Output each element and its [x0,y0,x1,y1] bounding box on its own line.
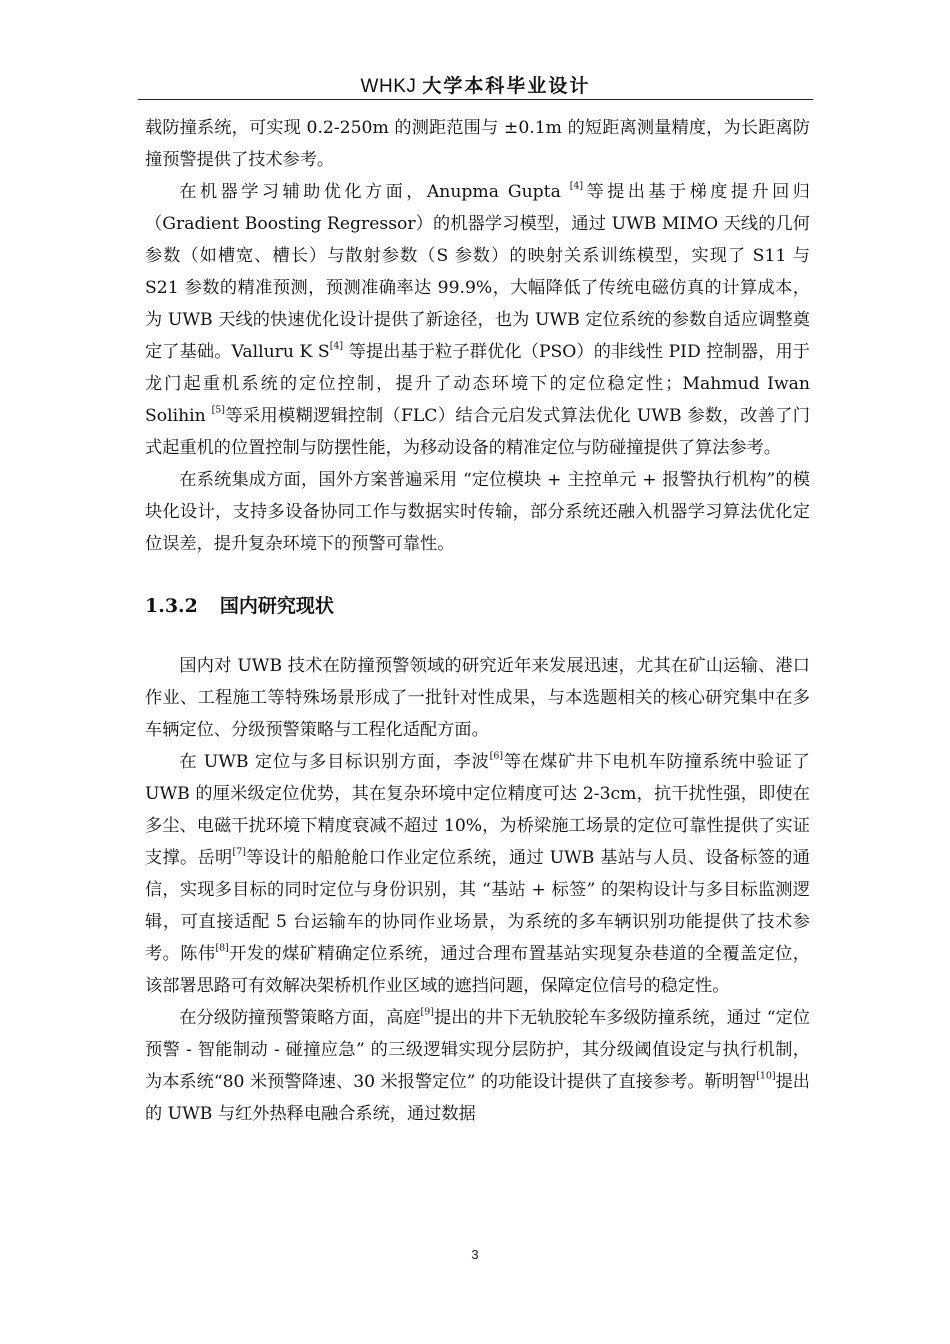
paragraph-text: 开发的煤矿精确定位系统，通过合理布置基站实现复杂巷道的全覆盖定位，该部署思路可有效解决架桥机作业区域的遮挡问题，保障定位信号的稳定性。 [145,944,810,996]
citation-marker: [8] [215,942,229,954]
section-title: 国内研究现状 [219,595,334,617]
citation-marker: [7] [232,846,246,858]
paragraphs-top [145,112,810,560]
paragraph [145,112,810,176]
paragraph [145,1002,810,1130]
paragraph-text: 提出的井下无轨胶轮车多级防撞系统，通过 “定位预警 - 智能制动 - 碰撞应急” 的三级逻辑实现分层防护，其分级阈值设定与执行机制，为本系统“80 米预警降速、30 米报警定位” 的功能设计提供了直接参考。靳明智 [145,1008,810,1092]
citation-marker: [10] [756,1070,776,1082]
section-number: 1.3.2 [145,595,198,617]
page-number: 3 [471,1247,479,1262]
paragraph-text: 等提出基于粒子群优化（PSO）的非线性 PID 控制器，用于龙门起重机系统的定位控制，提升了动态环境下的定位稳定性；Mahmud Iwan Solihin [145,342,810,426]
citation-marker: [4] [329,340,344,352]
paragraph-text: 在分级防撞预警策略方面，高庭 [179,1008,421,1028]
paragraph-text: 载防撞系统，可实现 0.2-250m 的测距范围与 ±0.1m 的短距离测量精度，为长距离防撞预警提供了技术参考。 [145,118,810,170]
header-code: WHKJ [360,76,417,97]
page-header [138,73,813,99]
paragraph-text: 等提出基于梯度提升回归（Gradient Boosting Regressor）的机器学习模型，通过 UWB MIMO 天线的几何参数（如槽宽、槽长）与散射参数（S 参数）的映射关系训练模型，实现了 S11 与 S21 参数的精准预测，预测准确率达 99.9%，大幅降低了传统电磁仿真的计算成本，为 UWB 天线的快速优化设计提供了新途径，也为 UWB 定位系统的参数自适应调整奠定了基础。Valluru K S [145,182,810,362]
citation-marker: [4] [569,180,584,192]
paragraph-text: 在机器学习辅助优化方面，Anupma Gupta [179,182,570,202]
citation-marker: [6] [489,750,504,762]
paragraph-text: 等采用模糊逻辑控制（FLC）结合元启发式算法优化 UWB 参数，改善了门式起重机的位置控制与防摆性能，为移动设备的精准定位与防碰撞提供了算法参考。 [145,406,810,458]
section-heading [145,590,810,622]
paragraph-text: 国内对 UWB 技术在防撞预警领域的研究近年来发展迅速，尤其在矿山运输、港口作业、工程施工等特殊场景形成了一批针对性成果，与本选题相关的核心研究集中在多车辆定位、分级预警策略与工程化适配方面。 [145,656,810,740]
paragraphs-bottom [145,650,810,1130]
paragraph-text: 等在煤矿井下电机车防撞系统中验证了 UWB 的厘米级定位优势，其在复杂环境中定位精度可达 2-3cm，抗干扰性强，即使在多尘、电磁干扰环境下精度衰减不超过 10%，为桥梁施工场景的定位可靠性提供了实证支撑。岳明 [145,752,810,868]
paragraph [145,176,810,464]
header-rule [138,99,813,100]
citation-marker: [9] [420,1006,434,1018]
paragraph [145,650,810,746]
paragraph [145,464,810,560]
citation-marker: [5] [211,404,225,416]
document-body [145,112,810,1130]
paragraph [145,746,810,1002]
paragraph-text: 提出的 UWB 与红外热释电融合系统，通过数据 [145,1072,810,1124]
paragraph-text: 在系统集成方面，国外方案普遍采用 “定位模块 + 主控单元 + 报警执行机构”的模块化设计，支持多设备协同工作与数据实时传输，部分系统还融入机器学习算法优化定位误差，提升复杂环境下的预警可靠性。 [145,470,810,554]
header-title: 大学本科毕业设计 [422,75,591,97]
paragraph-text: 等设计的船舱舱口作业定位系统，通过 UWB 基站与人员、设备标签的通信，实现多目标的同时定位与身份识别，其 “基站 + 标签” 的架构设计与多目标监测逻辑，可直接适配 5 台运输车的协同作业场景，为系统的多车辆识别功能提供了技术参考。陈伟 [145,848,810,964]
paragraph-text: 在 UWB 定位与多目标识别方面，李波 [179,752,490,772]
